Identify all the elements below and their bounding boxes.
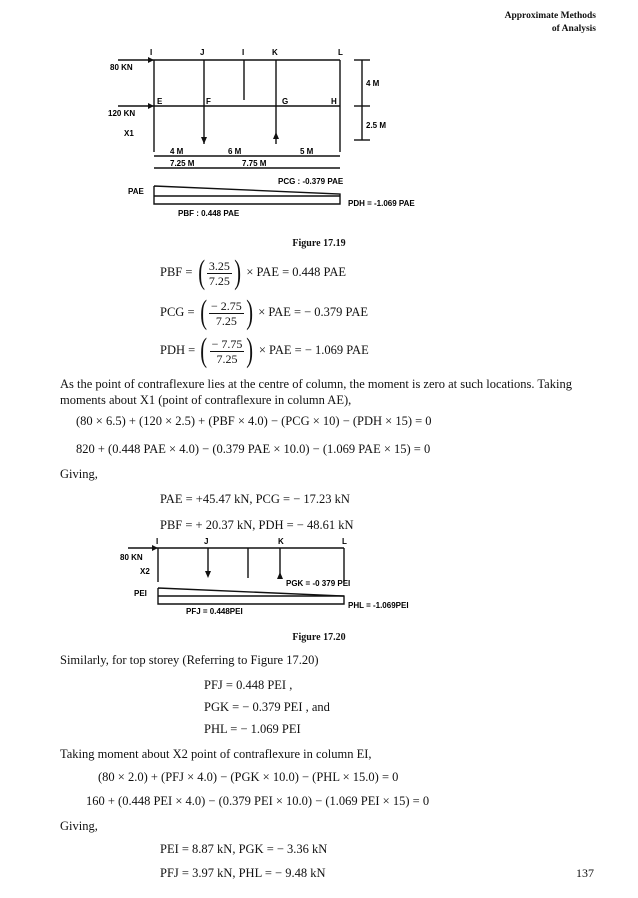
p-ei-label: PEI [134,589,147,598]
eq-pdh-rhs: × PAE = − 1.069 PAE [258,342,369,357]
p-fj-label: PFJ = 0.448PEI [186,607,243,616]
node-i-2: I [242,48,245,57]
p-ae-label: PAE [128,187,144,196]
eq-pcg-lhs: PCG = [160,304,195,319]
load-label: 80 KN [120,553,143,562]
dist-1-label: 7.25 M [170,159,195,168]
dist-2-label: 7.75 M [242,159,267,168]
header-line-2: of Analysis [551,24,596,34]
span-2-label: 6 M [228,147,242,156]
eq-pbf-num: 3.25 [208,258,230,273]
eq-moment-3: (80 × 2.0) + (PFJ × 4.0) − (PGK × 10.0) − (PHL × 15.0) = 0 [98,770,399,784]
running-header [505,10,596,36]
load-mid-label: 120 KN [108,109,136,118]
node-f: F [206,97,211,106]
giving-label-2: Giving, [60,819,98,833]
header-line-1: Approximate Methods [504,11,596,21]
node-l: L [342,538,347,546]
node-i: I [150,48,153,57]
eq-moment-1: (80 × 6.5) + (120 × 2.5) + (PBF × 4.0) − (PCG × 10) − (PDH × 15) = 0 [76,414,432,428]
giving-label-1: Giving, [60,467,98,481]
eq-pcg-rhs: × PAE = − 0.379 PAE [258,304,369,319]
eq-pfj: PFJ = 0.448 PEI , [204,678,293,692]
height-top-label: 4 M [366,79,380,88]
node-g: G [282,97,289,106]
node-k: K [278,538,284,546]
arrowhead-gk [277,572,283,579]
load-top-label: 80 KN [110,63,133,72]
eq-pbf-rhs: × PAE = 0.448 PAE [246,264,346,279]
eq-moment-4: 160 + (0.448 PEI × 4.0) − (0.379 PEI × 10.0) − (1.069 PEI × 15) = 0 [86,794,430,808]
figure-17-20-diagram [120,538,450,618]
force-diagram [154,186,340,204]
p-cg-label: PCG : -0.379 PAE [278,177,344,186]
paragraph-moment-x2: Taking moment about X2 point of contraflexure in column EI, [60,747,372,761]
figure-17-20-caption: Figure 17.20 [292,632,346,643]
eq-pdh-den: 7.25 [216,351,238,366]
eq-pdh: PDH = ( $\frac{- 7.75}{7.25}$ ) × PAE = − 1.069 PAE [160,332,369,369]
arrowhead-top [148,57,154,63]
eq-pdh-num: − 7.75 [211,336,243,351]
eq-pbf: PBF = ( $\frac{3.25}{7.25}$ ) × PAE = 0.448 PAE [160,254,346,291]
eq-pcg-den: 7.25 [215,313,237,328]
p-hl-label: PHL = -1.069PEI [348,601,409,610]
paragraph-contraflexure: As the point of contraflexure lies at the centre of column, the moment is zero at such locations. Taking moments about X1 (point of contraflexure in column AE), [60,377,572,407]
eq-pcg: PCG = ( $\frac{- 2.75}{7.25}$ ) × PAE = − 0.379 PAE [160,294,369,331]
node-h: H [331,97,337,106]
p-dh-label: PDH = -1.069 PAE [348,199,415,208]
arrowhead-mid [148,103,154,109]
page-number: 137 [576,866,594,880]
arrowhead-fj [205,571,211,578]
node-l: L [338,48,343,57]
eq-pbf-den: 7.25 [208,273,230,288]
x1-label: X1 [124,129,134,138]
figure-17-19-diagram [100,44,460,224]
eq-pgk: PGK = − 0.379 PEI , and [204,700,330,714]
span-1-label: 4 M [170,147,184,156]
eq-pdh-lhs: PDH = [160,342,196,357]
node-k: K [272,48,278,57]
figure-17-19-caption: Figure 17.19 [292,238,346,249]
paragraph-top-storey: Similarly, for top storey (Referring to Figure 17.20) [60,653,319,667]
result-1a: PAE = +45.47 kN, PCG = − 17.23 kN [160,492,350,506]
p-bf-label: PBF : 0.448 PAE [178,209,240,218]
x2-label: X2 [140,567,150,576]
arrowhead-cg [273,132,279,139]
eq-phl: PHL = − 1.069 PEI [204,722,301,736]
eq-pbf-lhs: PBF = [160,264,193,279]
node-j: J [200,48,205,57]
p-gk-label: PGK = -0 379 PEI [286,579,351,588]
result-2b: PFJ = 3.97 kN, PHL = − 9.48 kN [160,866,326,880]
node-e: E [157,97,163,106]
result-1b: PBF = + 20.37 kN, PDH = − 48.61 kN [160,518,354,532]
span-3-label: 5 M [300,147,314,156]
eq-pcg-num: − 2.75 [210,298,242,313]
arrowhead-bf [201,137,207,144]
eq-moment-2: 820 + (0.448 PAE × 4.0) − (0.379 PAE × 10.0) − (1.069 PAE × 15) = 0 [76,442,431,456]
node-i: I [156,538,159,546]
height-bottom-label: 2.5 M [366,121,387,130]
node-j: J [204,538,209,546]
result-2a: PEI = 8.87 kN, PGK = − 3.36 kN [160,842,328,856]
